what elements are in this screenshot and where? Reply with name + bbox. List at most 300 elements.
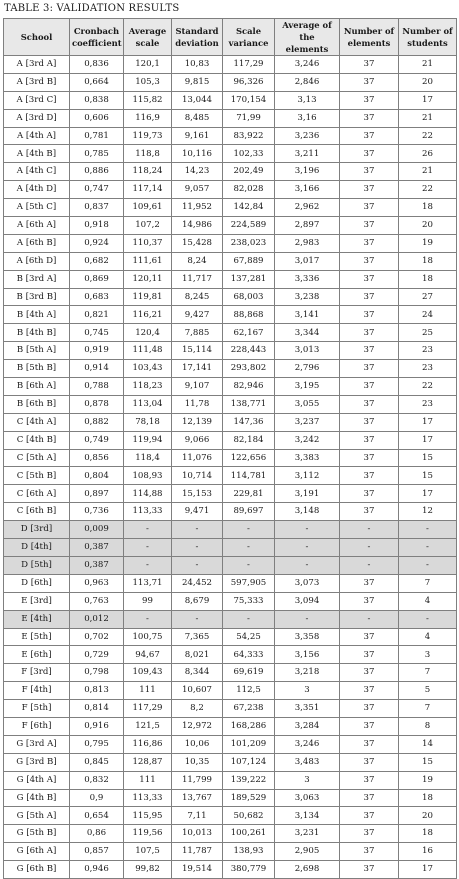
table-cell: -	[124, 539, 172, 557]
table-row	[4, 360, 457, 378]
table-cell: 0,924	[70, 234, 124, 252]
table-cell: 0,882	[70, 413, 124, 431]
table-cell: 0,763	[70, 592, 124, 610]
table-cell: 15,153	[172, 485, 223, 503]
table-cell: 13,044	[172, 91, 223, 109]
table-cell: 22	[399, 378, 457, 396]
table-cell: 37	[340, 717, 399, 735]
table-cell: 118,24	[124, 163, 172, 181]
table-cell: 0,837	[70, 199, 124, 217]
table-cell: 3,351	[275, 700, 340, 718]
table-cell: 121,5	[124, 717, 172, 735]
table-row	[4, 217, 457, 235]
table-cell: 0,788	[70, 378, 124, 396]
table-row	[4, 127, 457, 145]
table-row	[4, 342, 457, 360]
table-row	[4, 771, 457, 789]
table-cell: 120,11	[124, 270, 172, 288]
table-cell: 7	[399, 700, 457, 718]
table-cell: 10,06	[172, 735, 223, 753]
table-cell: 22	[399, 127, 457, 145]
table-cell: 9,057	[172, 181, 223, 199]
table-cell: 0,795	[70, 735, 124, 753]
table-cell: -	[399, 610, 457, 628]
table-cell: 3,094	[275, 592, 340, 610]
table-cell: 37	[340, 431, 399, 449]
table-cell: 88,868	[223, 306, 275, 324]
table-cell: 13,767	[172, 789, 223, 807]
table-cell: -	[275, 539, 340, 557]
table-cell: 37	[340, 127, 399, 145]
table-cell: 0,387	[70, 556, 124, 574]
table-cell: 112,5	[223, 682, 275, 700]
table-cell: 14,986	[172, 217, 223, 235]
table-cell: 23	[399, 342, 457, 360]
table-cell: 37	[340, 664, 399, 682]
table-cell: 3	[275, 771, 340, 789]
school-cell: D [3rd]	[4, 521, 70, 539]
table-cell: 37	[340, 91, 399, 109]
table-cell: 0,749	[70, 431, 124, 449]
table-cell: 0,916	[70, 717, 124, 735]
table-cell: -	[340, 539, 399, 557]
table-cell: 116,86	[124, 735, 172, 753]
table-cell: 67,238	[223, 700, 275, 718]
table-cell: 0,702	[70, 628, 124, 646]
table-cell: 380,779	[223, 861, 275, 879]
table-cell: 8,344	[172, 664, 223, 682]
table-cell: 11,78	[172, 395, 223, 413]
table-cell: 2,897	[275, 217, 340, 235]
table-cell: 3,211	[275, 145, 340, 163]
table-row	[4, 682, 457, 700]
table-row	[4, 503, 457, 521]
table-cell: 24	[399, 306, 457, 324]
school-cell: C [6th A]	[4, 485, 70, 503]
table-cell: 105,3	[124, 73, 172, 91]
table-cell: 109,43	[124, 664, 172, 682]
school-cell: G [3rd B]	[4, 753, 70, 771]
table-cell: 12,972	[172, 717, 223, 735]
table-row	[4, 717, 457, 735]
table-cell: 119,94	[124, 431, 172, 449]
table-cell: 37	[340, 109, 399, 127]
table-cell: 113,33	[124, 789, 172, 807]
table-cell: 37	[340, 574, 399, 592]
table-cell: 114,781	[223, 467, 275, 485]
table-cell: 83,922	[223, 127, 275, 145]
table-cell: 3,344	[275, 324, 340, 342]
table-cell: 10,714	[172, 467, 223, 485]
school-cell: G [4th B]	[4, 789, 70, 807]
table-row	[4, 431, 457, 449]
table-cell: 37	[340, 771, 399, 789]
table-cell: -	[275, 556, 340, 574]
table-cell: 137,281	[223, 270, 275, 288]
table-cell: 17	[399, 91, 457, 109]
table-cell: 37	[340, 163, 399, 181]
table-cell: 117,29	[223, 56, 275, 74]
table-cell: 0,9	[70, 789, 124, 807]
school-cell: A [4th C]	[4, 163, 70, 181]
school-cell: A [5th C]	[4, 199, 70, 217]
table-cell: -	[399, 539, 457, 557]
school-cell: B [5th A]	[4, 342, 70, 360]
table-cell: 293,802	[223, 360, 275, 378]
table-row	[4, 592, 457, 610]
table-cell: 37	[340, 270, 399, 288]
table-cell: 108,93	[124, 467, 172, 485]
table-cell: 37	[340, 735, 399, 753]
table-cell: 9,161	[172, 127, 223, 145]
table-cell: 2,846	[275, 73, 340, 91]
table-cell: 89,697	[223, 503, 275, 521]
table-cell: 3,336	[275, 270, 340, 288]
table-cell: 14,23	[172, 163, 223, 181]
school-cell: B [6th A]	[4, 378, 70, 396]
table-cell: 3	[275, 682, 340, 700]
table-cell: 3,358	[275, 628, 340, 646]
table-cell: 116,9	[124, 109, 172, 127]
table-cell: 597,905	[223, 574, 275, 592]
table-cell: 0,946	[70, 861, 124, 879]
header-cell: Scale variance	[223, 19, 275, 56]
validation-results-table	[3, 18, 457, 879]
table-cell: 8,485	[172, 109, 223, 127]
table-cell: 0,878	[70, 395, 124, 413]
table-cell: 0,804	[70, 467, 124, 485]
table-cell: 37	[340, 73, 399, 91]
table-cell: 120,4	[124, 324, 172, 342]
table-cell: 21	[399, 109, 457, 127]
table-row	[4, 574, 457, 592]
table-cell: 82,028	[223, 181, 275, 199]
table-cell: 229,81	[223, 485, 275, 503]
table-cell: 4	[399, 628, 457, 646]
table-cell: 75,333	[223, 592, 275, 610]
table-cell: 3,246	[275, 735, 340, 753]
table-cell: 10,35	[172, 753, 223, 771]
school-cell: C [4th B]	[4, 431, 70, 449]
table-cell: 8,021	[172, 646, 223, 664]
table-cell: 202,49	[223, 163, 275, 181]
school-cell: F [3rd]	[4, 664, 70, 682]
table-row	[4, 324, 457, 342]
table-cell: 37	[340, 342, 399, 360]
table-row	[4, 234, 457, 252]
table-cell: -	[399, 556, 457, 574]
table-cell: 115,82	[124, 91, 172, 109]
table-cell: 15	[399, 753, 457, 771]
school-cell: A [3rd B]	[4, 73, 70, 91]
table-cell: 10,116	[172, 145, 223, 163]
table-cell: 17	[399, 485, 457, 503]
table-caption: TABLE 3: VALIDATION RESULTS	[4, 3, 180, 14]
table-cell: 24,452	[172, 574, 223, 592]
table-row	[4, 413, 457, 431]
table-cell: -	[223, 610, 275, 628]
table-cell: 15	[399, 467, 457, 485]
table-cell: 128,87	[124, 753, 172, 771]
table-cell: 71,99	[223, 109, 275, 127]
table-cell: 3,156	[275, 646, 340, 664]
table-cell: 139,222	[223, 771, 275, 789]
table-cell: 3,195	[275, 378, 340, 396]
table-row	[4, 539, 457, 557]
table-cell: 37	[340, 181, 399, 199]
table-cell: 113,33	[124, 503, 172, 521]
table-cell: 0,012	[70, 610, 124, 628]
table-cell: 100,261	[223, 825, 275, 843]
table-cell: 10,83	[172, 56, 223, 74]
table-cell: 11,787	[172, 843, 223, 861]
table-cell: 0,683	[70, 288, 124, 306]
table-cell: 3,242	[275, 431, 340, 449]
table-cell: 37	[340, 646, 399, 664]
table-cell: 8,2	[172, 700, 223, 718]
table-cell: 37	[340, 395, 399, 413]
school-cell: A [4th B]	[4, 145, 70, 163]
table-cell: 9,471	[172, 503, 223, 521]
table-cell: 0,832	[70, 771, 124, 789]
table-row	[4, 825, 457, 843]
table-cell: 118,4	[124, 449, 172, 467]
table-cell: 99,82	[124, 861, 172, 879]
table-cell: 0,736	[70, 503, 124, 521]
table-cell: 0,682	[70, 252, 124, 270]
table-cell: 0,886	[70, 163, 124, 181]
table-cell: 10,013	[172, 825, 223, 843]
table-cell: 37	[340, 789, 399, 807]
table-cell: 37	[340, 234, 399, 252]
table-cell: 3,16	[275, 109, 340, 127]
table-row	[4, 252, 457, 270]
table-cell: 37	[340, 503, 399, 521]
school-cell: C [5th B]	[4, 467, 70, 485]
table-cell: 69,619	[223, 664, 275, 682]
table-cell: 0,838	[70, 91, 124, 109]
table-cell: 117,29	[124, 700, 172, 718]
table-cell: 100,75	[124, 628, 172, 646]
table-cell: 7,885	[172, 324, 223, 342]
table-cell: 67,889	[223, 252, 275, 270]
table-cell: 3,246	[275, 56, 340, 74]
table-cell: 25	[399, 324, 457, 342]
table-cell: 9,066	[172, 431, 223, 449]
table-cell: 9,107	[172, 378, 223, 396]
table-cell: 21	[399, 163, 457, 181]
table-cell: 2,698	[275, 861, 340, 879]
table-row	[4, 843, 457, 861]
table-cell: -	[275, 521, 340, 539]
table-row	[4, 485, 457, 503]
table-cell: -	[340, 521, 399, 539]
table-row	[4, 735, 457, 753]
table-cell: 114,88	[124, 485, 172, 503]
table-cell: 3,055	[275, 395, 340, 413]
table-cell: 0,813	[70, 682, 124, 700]
school-cell: E [5th]	[4, 628, 70, 646]
table-cell: 8	[399, 717, 457, 735]
school-cell: F [6th]	[4, 717, 70, 735]
table-cell: 3,017	[275, 252, 340, 270]
school-cell: E [6th]	[4, 646, 70, 664]
table-cell: 3,218	[275, 664, 340, 682]
school-cell: A [4th D]	[4, 181, 70, 199]
table-row	[4, 467, 457, 485]
table-body	[4, 56, 457, 879]
table-cell: 0,664	[70, 73, 124, 91]
table-cell: 138,771	[223, 395, 275, 413]
table-cell: 37	[340, 324, 399, 342]
table-cell: -	[223, 539, 275, 557]
table-cell: 111,61	[124, 252, 172, 270]
table-cell: 0,845	[70, 753, 124, 771]
table-row	[4, 861, 457, 879]
table-cell: 0,781	[70, 127, 124, 145]
table-cell: 3,196	[275, 163, 340, 181]
school-cell: E [3rd]	[4, 592, 70, 610]
table-cell: 109,61	[124, 199, 172, 217]
table-cell: 0,745	[70, 324, 124, 342]
table-cell: 37	[340, 199, 399, 217]
table-cell: 7	[399, 574, 457, 592]
table-cell: 18	[399, 252, 457, 270]
table-cell: 54,25	[223, 628, 275, 646]
table-cell: 101,209	[223, 735, 275, 753]
table-cell: 0,836	[70, 56, 124, 74]
table-cell: 116,21	[124, 306, 172, 324]
school-cell: B [4th A]	[4, 306, 70, 324]
table-cell: 2,796	[275, 360, 340, 378]
school-cell: F [4th]	[4, 682, 70, 700]
table-cell: 9,427	[172, 306, 223, 324]
table-cell: 82,184	[223, 431, 275, 449]
table-cell: 0,918	[70, 217, 124, 235]
table-cell: 37	[340, 217, 399, 235]
table-cell: 0,869	[70, 270, 124, 288]
table-cell: 37	[340, 360, 399, 378]
table-cell: -	[399, 521, 457, 539]
header-cell: Number of students	[399, 19, 457, 56]
school-cell: E [4th]	[4, 610, 70, 628]
table-cell: 37	[340, 467, 399, 485]
table-cell: 7	[399, 664, 457, 682]
table-row	[4, 610, 457, 628]
table-cell: 0,897	[70, 485, 124, 503]
table-cell: 22	[399, 181, 457, 199]
header-cell: Cronbach coefficient	[70, 19, 124, 56]
table-row	[4, 700, 457, 718]
school-cell: B [4th B]	[4, 324, 70, 342]
table-row	[4, 73, 457, 91]
table-cell: 3,191	[275, 485, 340, 503]
table-cell: 2,983	[275, 234, 340, 252]
table-cell: 102,33	[223, 145, 275, 163]
table-cell: 119,56	[124, 825, 172, 843]
table-cell: 3,013	[275, 342, 340, 360]
table-cell: 17	[399, 431, 457, 449]
table-cell: 0,606	[70, 109, 124, 127]
table-cell: 111,48	[124, 342, 172, 360]
table-cell: 3,13	[275, 91, 340, 109]
table-cell: 168,286	[223, 717, 275, 735]
table-cell: 107,2	[124, 217, 172, 235]
table-cell: 50,682	[223, 807, 275, 825]
table-row	[4, 181, 457, 199]
school-cell: D [4th]	[4, 539, 70, 557]
table-cell: 94,67	[124, 646, 172, 664]
table-cell: 0,814	[70, 700, 124, 718]
table-cell: 170,154	[223, 91, 275, 109]
table-cell: 103,43	[124, 360, 172, 378]
table-cell: 15,114	[172, 342, 223, 360]
table-cell: 11,717	[172, 270, 223, 288]
table-cell: 3,383	[275, 449, 340, 467]
header-cell: Number of elements	[340, 19, 399, 56]
table-cell: 107,5	[124, 843, 172, 861]
table-cell: -	[172, 539, 223, 557]
table-cell: 82,946	[223, 378, 275, 396]
table-cell: 23	[399, 360, 457, 378]
table-cell: 0,914	[70, 360, 124, 378]
table-cell: -	[172, 556, 223, 574]
table-cell: 3,166	[275, 181, 340, 199]
table-cell: 7,11	[172, 807, 223, 825]
table-cell: 37	[340, 306, 399, 324]
table-cell: 37	[340, 145, 399, 163]
table-cell: 2,962	[275, 199, 340, 217]
table-row	[4, 288, 457, 306]
table-cell: 4	[399, 592, 457, 610]
table-cell: 0,963	[70, 574, 124, 592]
table-cell: 0,798	[70, 664, 124, 682]
table-cell: 189,529	[223, 789, 275, 807]
table-cell: -	[172, 610, 223, 628]
table-row	[4, 646, 457, 664]
table-row	[4, 556, 457, 574]
table-cell: 15	[399, 449, 457, 467]
header-row	[4, 19, 457, 56]
table-row	[4, 56, 457, 74]
table-cell: 68,003	[223, 288, 275, 306]
school-cell: A [4th A]	[4, 127, 70, 145]
table-cell: 12,139	[172, 413, 223, 431]
school-cell: C [5th A]	[4, 449, 70, 467]
table-cell: 37	[340, 288, 399, 306]
table-cell: 0,86	[70, 825, 124, 843]
table-cell: 11,799	[172, 771, 223, 789]
header-cell: Standard deviation	[172, 19, 223, 56]
table-cell: 8,24	[172, 252, 223, 270]
table-cell: 37	[340, 485, 399, 503]
table-cell: 0,856	[70, 449, 124, 467]
school-cell: D [5th]	[4, 556, 70, 574]
table-cell: 110,37	[124, 234, 172, 252]
table-cell: 3,148	[275, 503, 340, 521]
header-cell: Average scale	[124, 19, 172, 56]
table-cell: 19	[399, 234, 457, 252]
table-cell: 113,04	[124, 395, 172, 413]
table-cell: 8,679	[172, 592, 223, 610]
table-cell: 21	[399, 56, 457, 74]
table-cell: 0,785	[70, 145, 124, 163]
table-cell: 37	[340, 56, 399, 74]
table-cell: -	[223, 556, 275, 574]
table-cell: 37	[340, 700, 399, 718]
table-cell: 15,428	[172, 234, 223, 252]
table-cell: -	[275, 610, 340, 628]
